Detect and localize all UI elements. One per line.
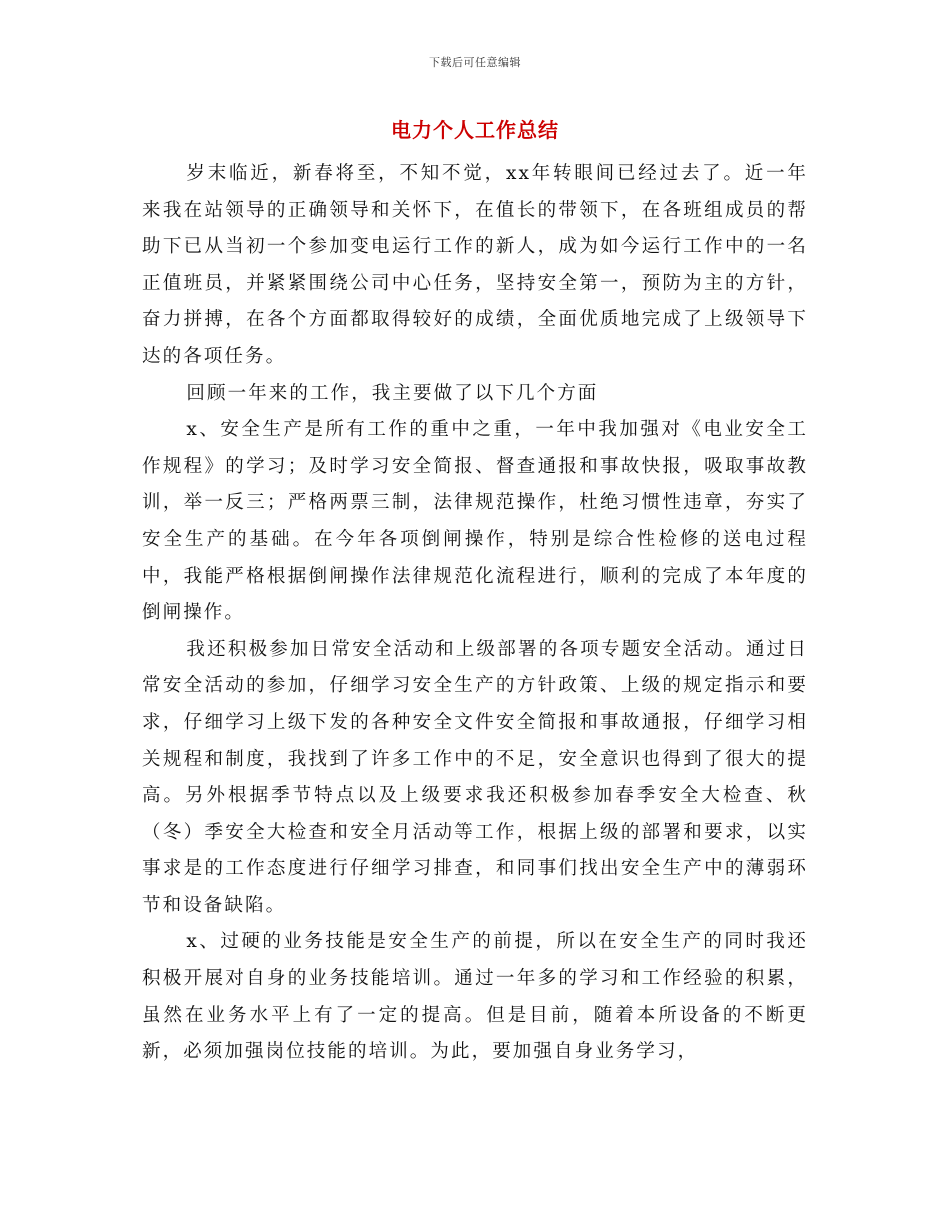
paragraph-safety-activities: 我还积极参加日常安全活动和上级部署的各项专题安全活动。通过日常安全活动的参加，仔细学习安全生产的方针政策、上级的规定指示和要求，仔细学习上级下发的各种安全文件安全简报和事故通报，仔细学习相关规程和制度，我找到了许多工作中的不足，安全意识也得到了很大的提高。另外根据季节特点以及上级要求我还积极参加春季安全大检查、秋（冬）季安全大检查和安全月活动等工作，根据上级的部署和要求，以实事求是的工作态度进行仔细学习排查，和同事们找出安全生产中的薄弱环节和设备缺陷。	[142, 638, 808, 916]
paragraph-review: 回顾一年来的工作，我主要做了以下几个方面	[186, 382, 599, 404]
document-body	[142, 156, 808, 1071]
paragraph-safety-production: x、安全生产是所有工作的重中之重，一年中我加强对《电业安全工作规程》的学习；及时学习安全简报、督查通报和事故快报，吸取事故教训，举一反三；严格两票三制，法律规范操作，杜绝习惯性违章，夯实了安全生产的基础。在今年各项倒闸操作，特别是综合性检修的送电过程中，我能严格根据倒闸操作法律规范化流程进行，顺利的完成了本年度的倒闸操作。	[142, 419, 808, 624]
header-note: 下载后可任意编辑	[429, 56, 521, 69]
paragraph-intro: 岁末临近，新春将至，不知不觉，xx年转眼间已经过去了。近一年来我在站领导的正确领导和关怀下，在值长的带领下，在各班组成员的帮助下已从当初一个参加变电运行工作的新人，成为如今运行工作中的一名正值班员，并紧紧围绕公司中心任务，坚持安全第一，预防为主的方针，奋力拼搏，在各个方面都取得较好的成绩，全面优质地完成了上级领导下达的各项任务。	[142, 163, 808, 367]
document-title: 电力个人工作总结	[391, 118, 559, 142]
paragraph-skills-training: x、过硬的业务技能是安全生产的前提，所以在安全生产的同时我还积极开展对自身的业务技能培训。通过一年多的学习和工作经验的积累，虽然在业务水平上有了一定的提高。但是目前，随着本所设备的不断更新，必须加强岗位技能的培训。为此，要加强自身业务学习，	[142, 931, 808, 1063]
